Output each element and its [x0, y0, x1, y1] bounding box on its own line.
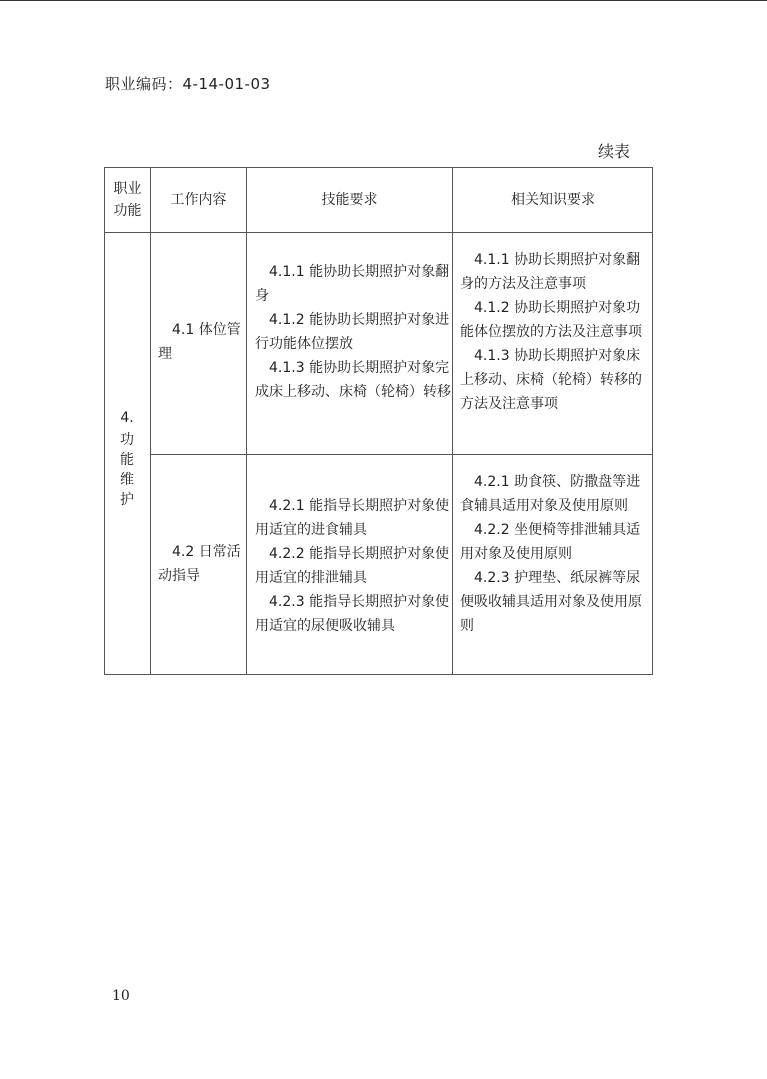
work-content-4-2: 4.2 日常活动指导	[158, 544, 241, 584]
knowledge-4-1	[460, 248, 650, 416]
knowledge-item: 4.1.2 协助长期照护对象功能体位摆放的方法及注意事项	[460, 300, 642, 340]
header-work-content: 工作内容	[170, 192, 227, 208]
row-divider	[150, 454, 652, 455]
skills-4-2	[255, 494, 451, 638]
page-number: 10	[112, 988, 130, 1004]
skills-table	[104, 167, 653, 675]
header-function: 职业 功能	[113, 181, 142, 219]
skills-4-1	[255, 260, 451, 404]
work-content-4-1: 4.1 体位管理	[158, 322, 241, 362]
col-divider-1	[150, 168, 151, 674]
header-knowledge: 相关知识要求	[511, 192, 595, 208]
occupation-code: 职业编码：4-14-01-03	[105, 75, 271, 93]
skill-item: 4.2.1 能指导长期照护对象使用适宜的进食辅具	[255, 498, 450, 538]
function-number: 4.	[120, 410, 134, 426]
continued-label: 续表	[598, 142, 631, 161]
function-name: 功能维护	[120, 432, 134, 508]
skill-item: 4.2.2 能指导长期照护对象使用适宜的排泄辅具	[255, 546, 450, 586]
col-divider-3	[452, 168, 453, 674]
skill-item: 4.1.3 能协助长期照护对象完成床上移动、床椅（轮椅）转移	[255, 360, 451, 400]
top-rule	[0, 0, 767, 1]
knowledge-item: 4.2.2 坐便椅等排泄辅具适用对象及使用原则	[460, 522, 641, 562]
skill-item: 4.1.2 能协助长期照护对象进行功能体位摆放	[255, 312, 450, 352]
knowledge-item: 4.1.1 协助长期照护对象翻身的方法及注意事项	[460, 252, 641, 292]
skill-item: 4.2.3 能指导长期照护对象使用适宜的尿便吸收辅具	[255, 594, 450, 634]
knowledge-item: 4.1.3 协助长期照护对象床上移动、床椅（轮椅）转移的方法及注意事项	[460, 348, 642, 412]
knowledge-item: 4.2.3 护理垫、纸尿裤等尿便吸收辅具适用对象及使用原则	[460, 570, 642, 634]
col-divider-2	[246, 168, 247, 674]
header-skills: 技能要求	[321, 192, 378, 208]
knowledge-item: 4.2.1 助食筷、防撒盘等进食辅具适用对象及使用原则	[460, 474, 641, 514]
header-divider	[105, 232, 652, 233]
knowledge-4-2	[460, 470, 650, 638]
skill-item: 4.1.1 能协助长期照护对象翻身	[255, 264, 450, 304]
